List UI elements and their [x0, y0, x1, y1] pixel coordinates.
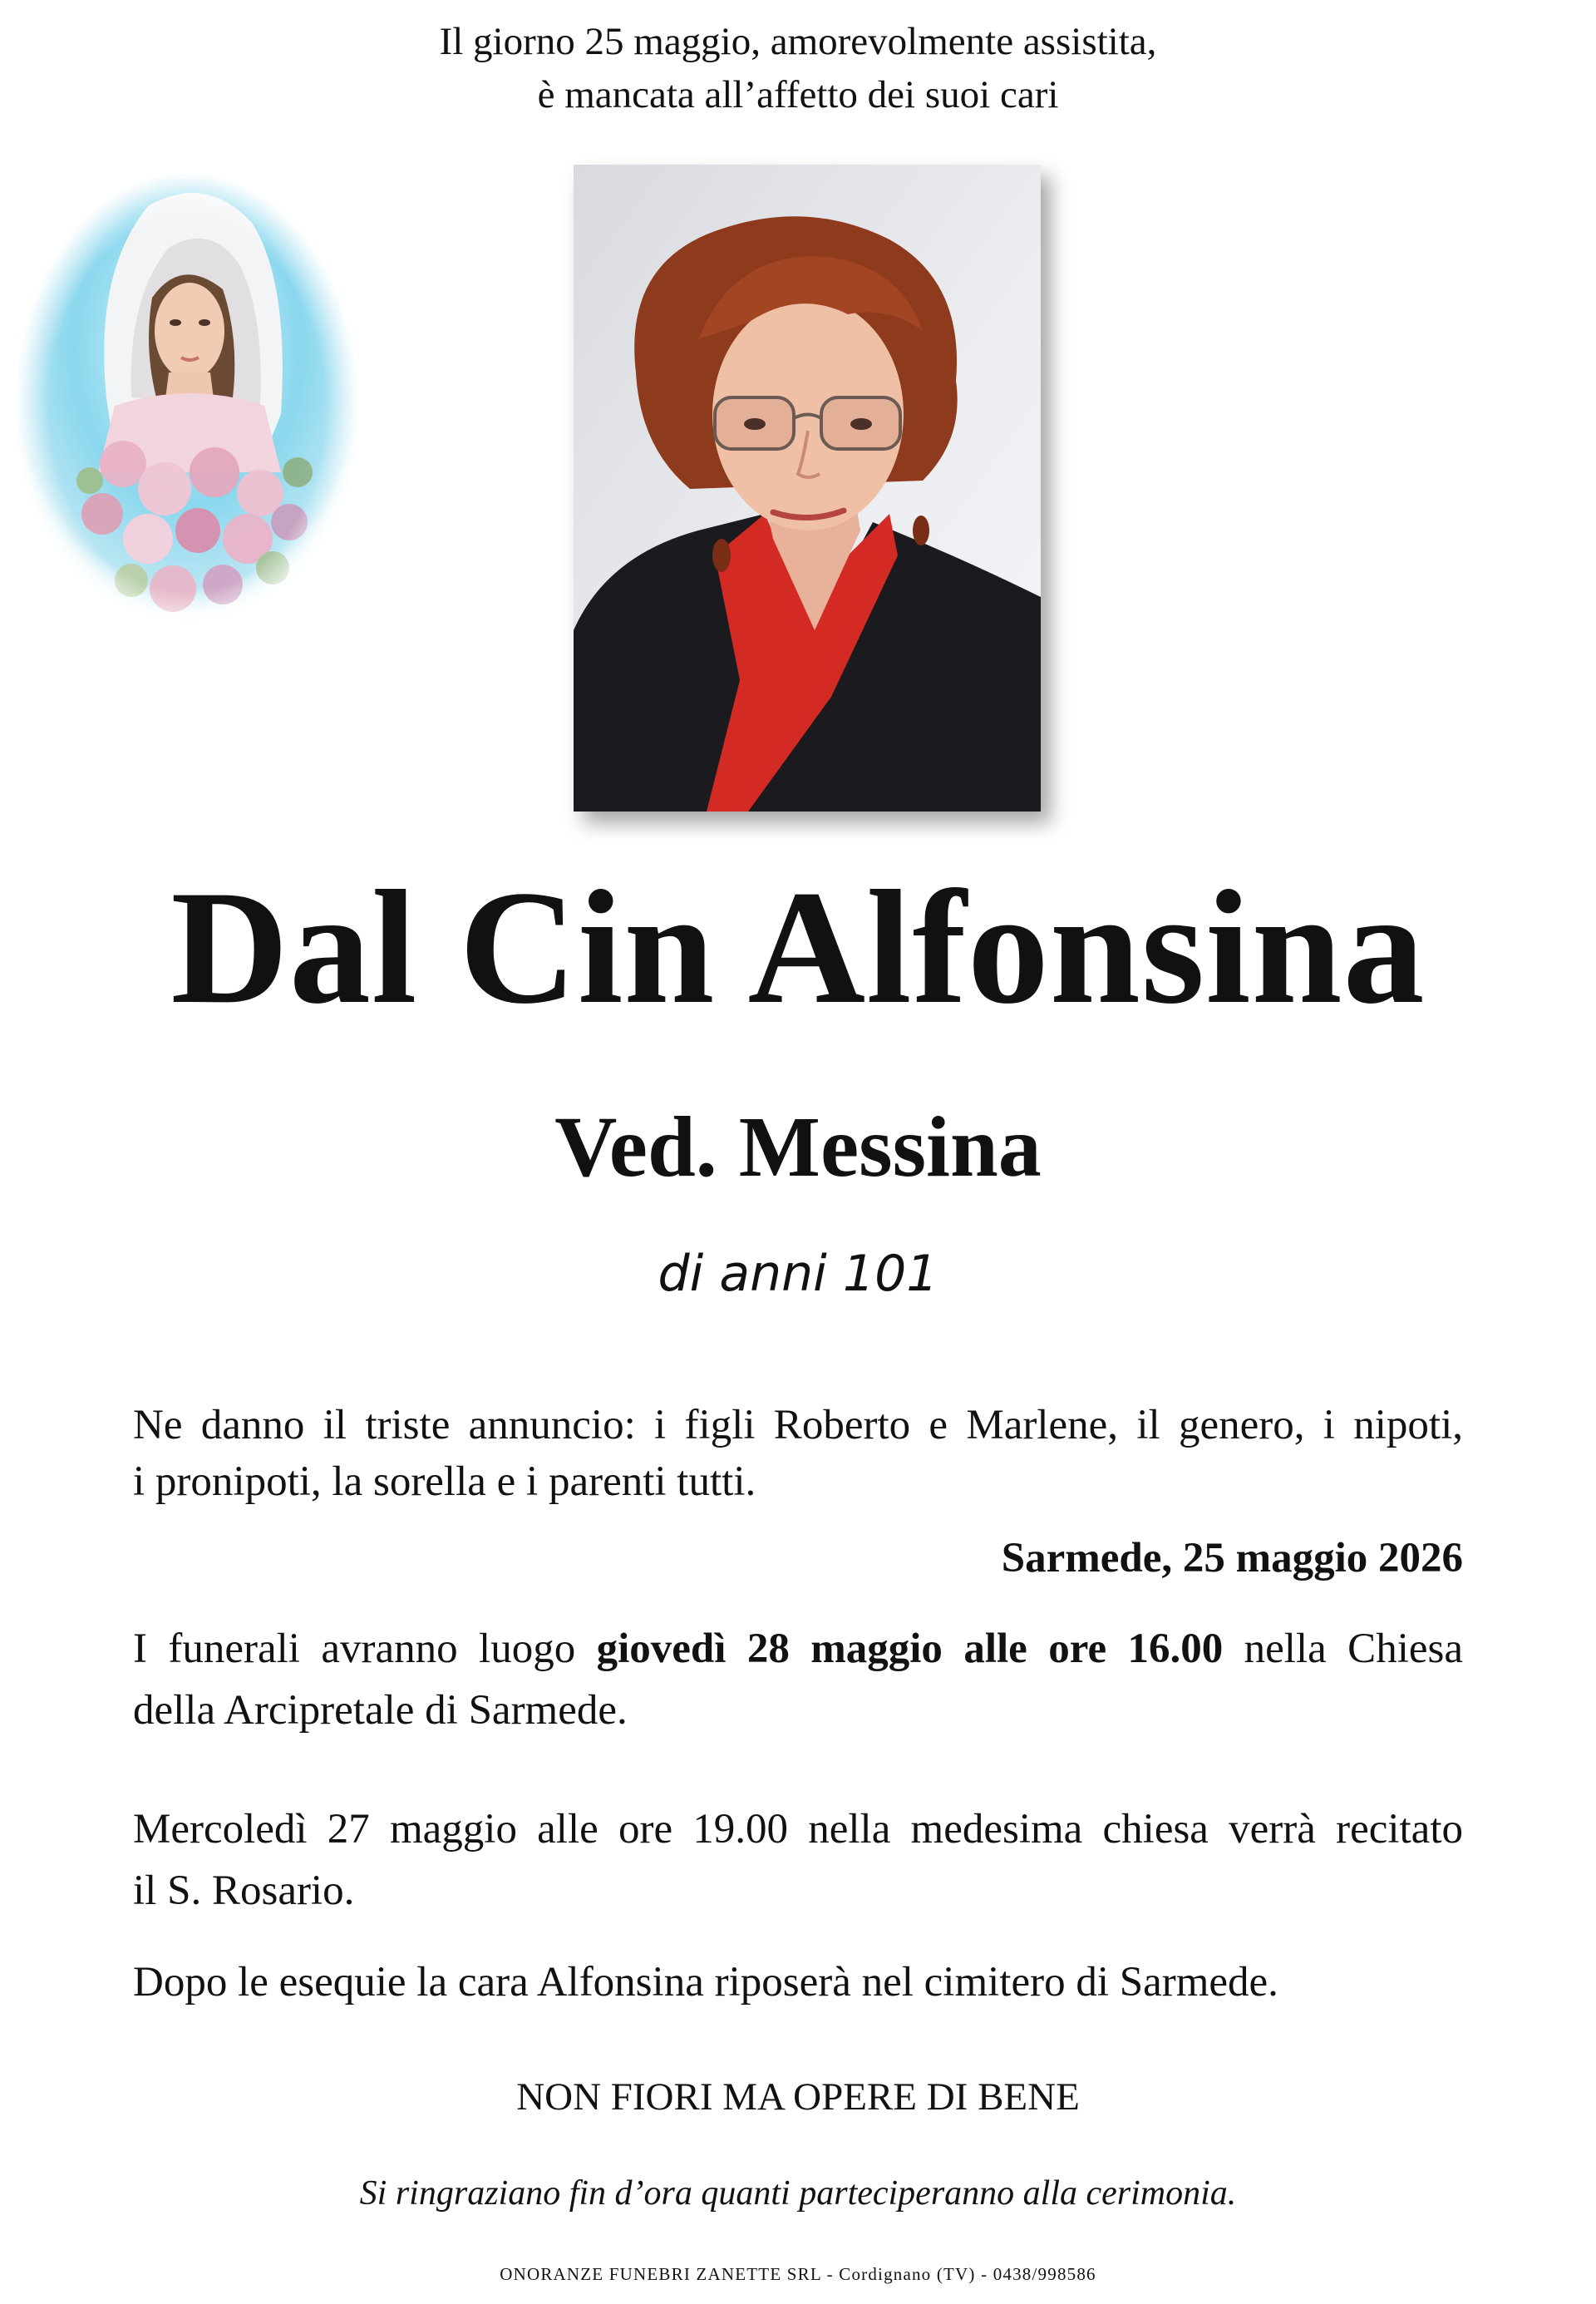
place-date: Sarmede, 25 maggio 2026	[1001, 1535, 1463, 1581]
funerals-line-2: della Arcipretale di Sarmede.	[133, 1687, 628, 1734]
announcement-line-2: i pronipoti, la sorella e i parenti tutti.	[133, 1458, 756, 1505]
announcement-paragraph	[133, 1397, 1463, 1510]
deceased-name: Dal Cin Alfonsina	[170, 857, 1426, 1038]
thanks-note: Si ringraziano fin d’ora quanti parteciperanno alla cerimonia.	[359, 2174, 1237, 2213]
madonna-image	[15, 173, 359, 639]
widow-of: Ved. Messina	[554, 1099, 1042, 1195]
intro-line-2: è mancata all’affetto dei suoi cari	[537, 73, 1059, 116]
funerals-line-1	[133, 1618, 1463, 1680]
announcement-line-1: Ne danno il triste annuncio: i figli Roberto e Marlene, il genero, i nipoti,	[133, 1402, 1463, 1448]
intro-text	[0, 15, 1596, 121]
rosary-line-1: Mercoledì 27 maggio alle ore 19.00 nella medesima chiesa verrà recitato	[133, 1806, 1463, 1853]
burial-line: Dopo le esequie la cara Alfonsina riposerà nel cimitero di Sarmede.	[133, 1959, 1278, 2006]
burial-paragraph	[133, 1954, 1463, 2010]
funerals-pre: I funerali avranno luogo	[133, 1626, 597, 1672]
funerals-datetime: giovedì 28 maggio alle ore 16.00	[596, 1626, 1224, 1672]
age: di anni 101	[658, 1245, 938, 1303]
rosary-paragraph	[133, 1798, 1463, 1922]
no-flowers-note: NON FIORI MA OPERE DI BENE	[516, 2075, 1080, 2119]
funeral-home-footer: ONORANZE FUNEBRI ZANETTE SRL - Cordignano (TV) - 0438/998586	[500, 2264, 1096, 2284]
funerals-post: nella Chiesa	[1223, 1626, 1463, 1672]
portrait-photo	[574, 165, 1041, 812]
rosary-line-2: il S. Rosario.	[133, 1867, 355, 1914]
intro-line-1: Il giorno 25 maggio, amorevolmente assistita,	[439, 20, 1157, 63]
funerals-paragraph	[133, 1618, 1463, 1741]
